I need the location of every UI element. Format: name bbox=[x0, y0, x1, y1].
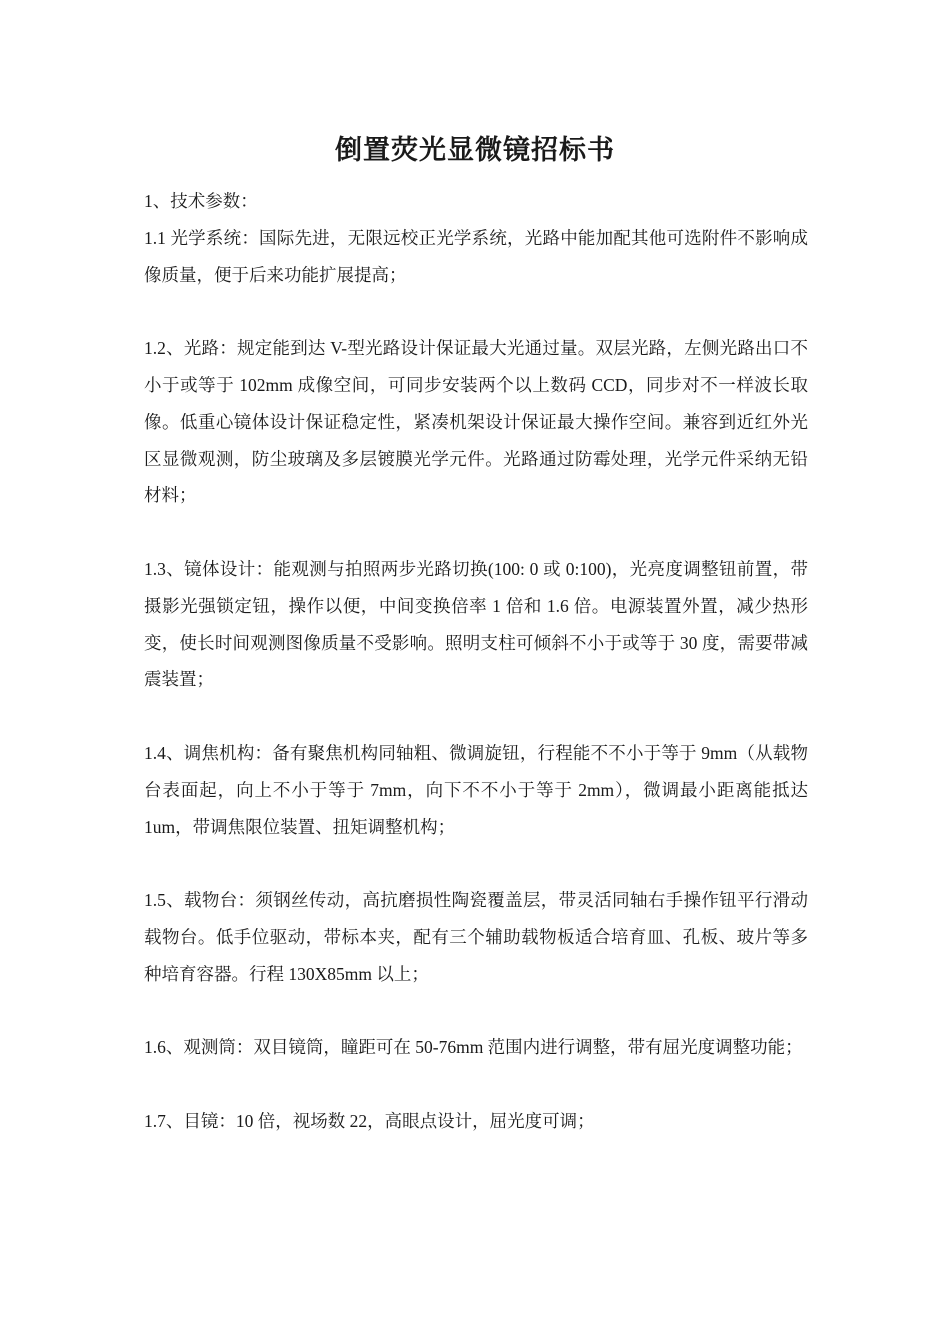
document-title: 倒置荧光显微镜招标书 bbox=[335, 135, 615, 165]
paragraph-spacer bbox=[144, 514, 808, 551]
paragraph-stage: 1.5、载物台：须钢丝传动，高抗磨损性陶瓷覆盖层，带灵活同轴右手操作钮平行滑动载物台。低手位驱动，带标本夹，配有三个辅助载物板适合培育皿、孔板、玻片等多种培育容器。行程 130X85mm 以上； bbox=[144, 890, 808, 984]
paragraph-spacer bbox=[144, 845, 808, 882]
paragraph-focus-mechanism: 1.4、调焦机构：备有聚焦机构同轴粗、微调旋钮，行程能不不小于等于 9mm（从载物台表面起，向上不小于等于 7mm，向下不不小于等于 2mm），微调最小距离能抵达 1um，带调焦限位装置、扭矩调整机构； bbox=[144, 742, 808, 837]
paragraph-spacer bbox=[144, 698, 808, 735]
paragraph-spacer bbox=[144, 993, 808, 1030]
paragraph-body-design: 1.3、镜体设计：能观测与拍照两步光路切换(100: 0 或 0:100)，光亮度调整钮前置，带摄影光强锁定钮，操作以便，中间变换倍率 1 倍和 1.6 倍。电源装置外置，减少热形变，使长时间观测图像质量不受影响。照明支柱可倾斜不小于或等于 30 度，需要带减震装置； bbox=[144, 558, 808, 690]
section-heading: 1、技术参数： bbox=[144, 191, 258, 211]
document-body bbox=[144, 183, 808, 1140]
paragraph-optical-system: 1.1 光学系统：国际先进，无限远校正光学系统，光路中能加配其他可选附件不影响成像质量，便于后来功能扩展提高； bbox=[144, 227, 808, 285]
paragraph-eyepiece: 1.7、目镜：10 倍，视场数 22，高眼点设计，屈光度可调； bbox=[144, 1110, 595, 1131]
paragraph-spacer bbox=[144, 293, 808, 330]
paragraph-spacer bbox=[144, 1066, 808, 1103]
paragraph-observation-tube: 1.6、观测筒：双目镜筒，瞳距可在 50-76mm 范围内进行调整，带有屈光度调整功能； bbox=[144, 1037, 803, 1058]
paragraph-light-path: 1.2、光路：规定能到达 V-型光路设计保证最大光通过量。双层光路，左侧光路出口不小于或等于 102mm 成像空间，可同步安装两个以上数码 CCD，同步对不一样波长取像。低重心镜体设计保证稳定性，紧凑机架设计保证最大操作空间。兼容到近红外光区显微观测，防尘玻璃及多层镀膜光学元件。光路通过防霉处理，光学元件采纳无铅材料； bbox=[144, 338, 808, 506]
